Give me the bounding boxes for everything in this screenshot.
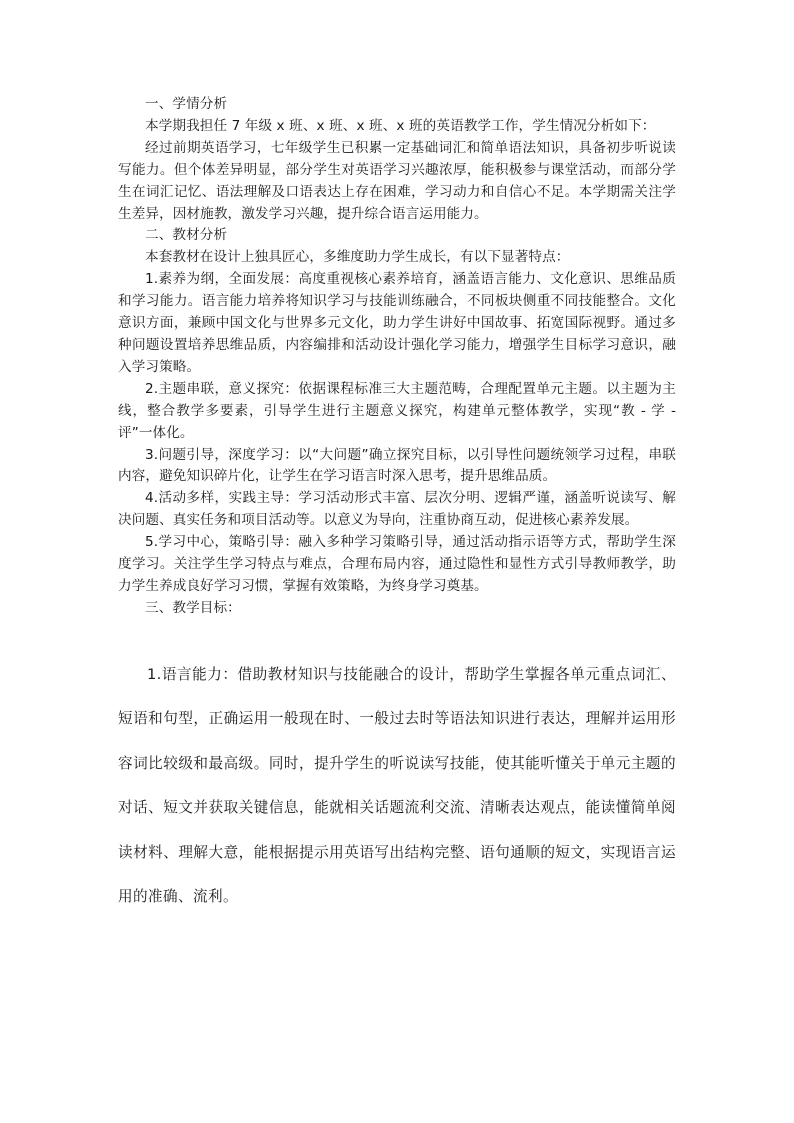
section1-body: 经过前期英语学习，七年级学生已积累一定基础词汇和简单语法知识，具备初步听说读写能力。但个体差异明显，部分学生对英语学习兴趣浓厚，能积极参与课堂活动，而部分学生在词汇记忆、语法理解及口语表达上存在困难，学习动力和自信心不足。本学期需关注学生差异，因材施教，激发学习兴趣，提升综合语言运用能力。 [118, 139, 676, 222]
section3-heading: 三、教学目标： [145, 599, 241, 616]
section2-point-3: 3.问题引导，深度学习：以“大问题”确立探究目标，以引导性问题统领学习过程，串联内容，避免知识碎片化，让学生在学习语言时深入思考，提升思维品质。 [118, 446, 676, 485]
section3-goal-1: 1.语言能力：借助教材知识与技能融合的设计，帮助学生掌握各单元重点词汇、短语和句型，正确运用一般现在时、一般过去时等语法知识进行表达，理解并运用形容词比较级和最高级。同时，提升学生的听说读写技能，使其能听懂关于单元主题的对话、短文并获取关键信息，能就相关话题流利交流、清晰表达观点，能读懂简单阅读材料、理解大意，能根据提示用英语写出结构完整、语句通顺的短文，实现语言运用的准确、流利。 [118, 665, 676, 906]
section2-point-2: 2.主题串联，意义探究：依据课程标准三大主题范畴，合理配置单元主题。以主题为主线，整合教学多要素，引导学生进行主题意义探究，构建单元整体教学，实现“教 - 学 - 评”一体化。 [118, 380, 676, 441]
dense-text-block [118, 94, 676, 620]
section2-heading: 二、教材分析 [145, 227, 228, 244]
section2-point-1: 1.素养为纲，全面发展：高度重视核心素养培育，涵盖语言能力、文化意识、思维品质和学习能力。语言能力培养将知识学习与技能训练融合，不同板块侧重不同技能整合。文化意识方面，兼顾中国文化与世界多元文化，助力学生讲好中国故事、拓宽国际视野。通过多种问题设置培养思维品质，内容编排和活动设计强化学习能力，增强学生目标学习意识，融入学习策略。 [118, 271, 676, 375]
section2-intro: 本套教材在设计上独具匠心，多维度助力学生成长，有以下显著特点： [145, 249, 570, 266]
section2-point-5: 5.学习中心，策略引导：融入多种学习策略引导，通过活动指示语等方式，帮助学生深度学习。关注学生学习特点与难点，合理布局内容，通过隐性和显性方式引导教师教学，助力学生养成良好学习习惯，掌握有效策略，为终身学习奠基。 [118, 534, 676, 594]
loose-text-block [118, 653, 676, 920]
section1-heading: 一、学情分析 [145, 96, 228, 112]
section1-intro: 本学期我担任 7 年级 x 班、x 班、x 班、x 班的英语教学工作，学生情况分析如下： [145, 117, 656, 134]
section2-point-4: 4.活动多样，实践主导：学习活动形式丰富、层次分明、逻辑严谨，涵盖听说读写、解决问题、真实任务和项目活动等。以意义为导向，注重协商互动，促进核心素养发展。 [118, 490, 676, 529]
document-body [118, 94, 676, 920]
